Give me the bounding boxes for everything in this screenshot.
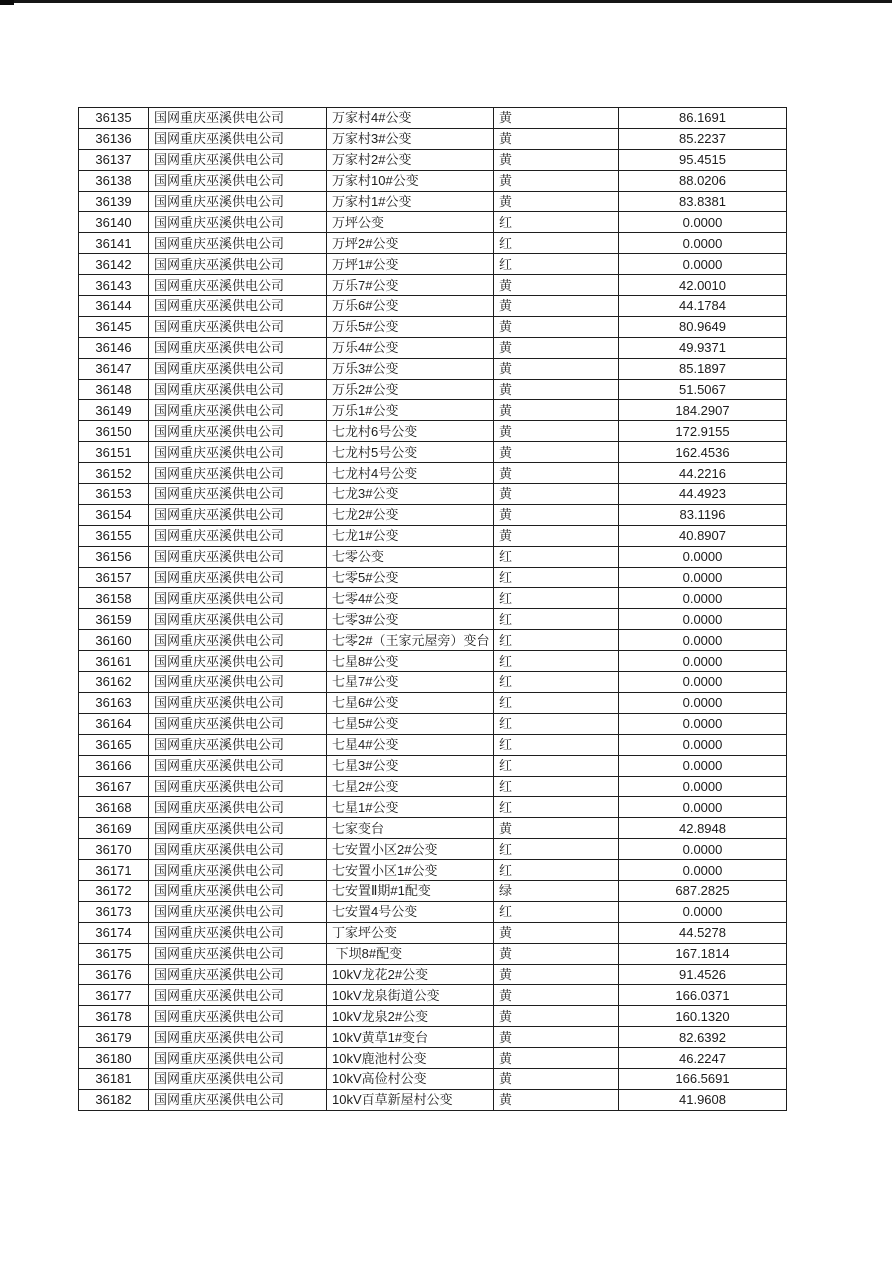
value-cell: 0.0000	[619, 755, 787, 776]
company-cell: 国网重庆巫溪供电公司	[149, 609, 327, 630]
status-color-cell: 黄	[494, 964, 619, 985]
row-id-cell: 36179	[79, 1027, 149, 1048]
row-id-cell: 36135	[79, 108, 149, 129]
company-cell: 国网重庆巫溪供电公司	[149, 1027, 327, 1048]
row-id-cell: 36173	[79, 901, 149, 922]
company-cell: 国网重庆巫溪供电公司	[149, 275, 327, 296]
transformer-name-cell: 七星5#公变	[327, 713, 494, 734]
table-row	[79, 191, 787, 212]
table-row	[79, 943, 787, 964]
value-cell: 0.0000	[619, 776, 787, 797]
transformer-name-cell: 七零3#公变	[327, 609, 494, 630]
value-cell: 166.5691	[619, 1068, 787, 1089]
table-row	[79, 630, 787, 651]
status-color-cell: 黄	[494, 379, 619, 400]
value-cell: 160.1320	[619, 1006, 787, 1027]
row-id-cell: 36165	[79, 734, 149, 755]
row-id-cell: 36172	[79, 880, 149, 901]
status-color-cell: 红	[494, 609, 619, 630]
status-color-cell: 红	[494, 901, 619, 922]
row-id-cell: 36176	[79, 964, 149, 985]
status-color-cell: 红	[494, 755, 619, 776]
row-id-cell: 36144	[79, 296, 149, 317]
status-color-cell: 黄	[494, 108, 619, 129]
row-id-cell: 36164	[79, 713, 149, 734]
table-row	[79, 128, 787, 149]
value-cell: 0.0000	[619, 588, 787, 609]
company-cell: 国网重庆巫溪供电公司	[149, 588, 327, 609]
transformer-name-cell: 七星4#公变	[327, 734, 494, 755]
transformer-name-cell: 七星3#公变	[327, 755, 494, 776]
company-cell: 国网重庆巫溪供电公司	[149, 149, 327, 170]
value-cell: 0.0000	[619, 567, 787, 588]
row-id-cell: 36161	[79, 651, 149, 672]
value-cell: 46.2247	[619, 1048, 787, 1069]
table-row	[79, 776, 787, 797]
table-row	[79, 316, 787, 337]
company-cell: 国网重庆巫溪供电公司	[149, 1068, 327, 1089]
table-row	[79, 212, 787, 233]
row-id-cell: 36137	[79, 149, 149, 170]
value-cell: 80.9649	[619, 316, 787, 337]
value-cell: 172.9155	[619, 421, 787, 442]
value-cell: 44.2216	[619, 463, 787, 484]
transformer-name-cell: 七安置Ⅱ期#1配变	[327, 880, 494, 901]
value-cell: 44.4923	[619, 484, 787, 505]
status-color-cell: 黄	[494, 484, 619, 505]
company-cell: 国网重庆巫溪供电公司	[149, 964, 327, 985]
company-cell: 国网重庆巫溪供电公司	[149, 504, 327, 525]
transformer-name-cell: 七安置4号公变	[327, 901, 494, 922]
status-color-cell: 黄	[494, 191, 619, 212]
row-id-cell: 36178	[79, 1006, 149, 1027]
value-cell: 83.8381	[619, 191, 787, 212]
row-id-cell: 36151	[79, 442, 149, 463]
row-id-cell: 36139	[79, 191, 149, 212]
company-cell: 国网重庆巫溪供电公司	[149, 484, 327, 505]
value-cell: 184.2907	[619, 400, 787, 421]
status-color-cell: 红	[494, 567, 619, 588]
status-color-cell: 绿	[494, 880, 619, 901]
row-id-cell: 36162	[79, 672, 149, 693]
company-cell: 国网重庆巫溪供电公司	[149, 567, 327, 588]
row-id-cell: 36138	[79, 170, 149, 191]
row-id-cell: 36177	[79, 985, 149, 1006]
status-color-cell: 黄	[494, 275, 619, 296]
transformer-name-cell: 10kV龙泉街道公变	[327, 985, 494, 1006]
value-cell: 0.0000	[619, 233, 787, 254]
value-cell: 0.0000	[619, 797, 787, 818]
status-color-cell: 黄	[494, 358, 619, 379]
transformer-name-cell: 万乐4#公变	[327, 337, 494, 358]
row-id-cell: 36146	[79, 337, 149, 358]
table-row	[79, 170, 787, 191]
row-id-cell: 36136	[79, 128, 149, 149]
transformer-name-cell: 七龙1#公变	[327, 525, 494, 546]
row-id-cell: 36159	[79, 609, 149, 630]
transformer-name-cell: 七龙3#公变	[327, 484, 494, 505]
transformer-name-cell: 万坪2#公变	[327, 233, 494, 254]
transformer-name-cell: 七龙2#公变	[327, 504, 494, 525]
company-cell: 国网重庆巫溪供电公司	[149, 672, 327, 693]
transformer-name-cell: 万家村1#公变	[327, 191, 494, 212]
status-color-cell: 黄	[494, 985, 619, 1006]
company-cell: 国网重庆巫溪供电公司	[149, 212, 327, 233]
status-color-cell: 红	[494, 692, 619, 713]
company-cell: 国网重庆巫溪供电公司	[149, 191, 327, 212]
company-cell: 国网重庆巫溪供电公司	[149, 254, 327, 275]
table-row	[79, 504, 787, 525]
status-color-cell: 红	[494, 734, 619, 755]
table-row	[79, 818, 787, 839]
row-id-cell: 36153	[79, 484, 149, 505]
table-row	[79, 275, 787, 296]
transformer-name-cell: 万乐6#公变	[327, 296, 494, 317]
row-id-cell: 36180	[79, 1048, 149, 1069]
row-id-cell: 36157	[79, 567, 149, 588]
row-id-cell: 36149	[79, 400, 149, 421]
row-id-cell: 36171	[79, 860, 149, 881]
transformer-name-cell: 七龙村4号公变	[327, 463, 494, 484]
value-cell: 0.0000	[619, 839, 787, 860]
status-color-cell: 红	[494, 839, 619, 860]
company-cell: 国网重庆巫溪供电公司	[149, 296, 327, 317]
table-row	[79, 1048, 787, 1069]
value-cell: 0.0000	[619, 546, 787, 567]
company-cell: 国网重庆巫溪供电公司	[149, 860, 327, 881]
row-id-cell: 36152	[79, 463, 149, 484]
status-color-cell: 黄	[494, 504, 619, 525]
transformer-name-cell: 七星8#公变	[327, 651, 494, 672]
transformer-data-table	[78, 107, 787, 1111]
transformer-name-cell: 万家村10#公变	[327, 170, 494, 191]
transformer-name-cell: 10kV黄草1#变台	[327, 1027, 494, 1048]
transformer-name-cell: 10kV高俭村公变	[327, 1068, 494, 1089]
row-id-cell: 36145	[79, 316, 149, 337]
company-cell: 国网重庆巫溪供电公司	[149, 1006, 327, 1027]
row-id-cell: 36167	[79, 776, 149, 797]
row-id-cell: 36155	[79, 525, 149, 546]
company-cell: 国网重庆巫溪供电公司	[149, 170, 327, 191]
value-cell: 0.0000	[619, 713, 787, 734]
status-color-cell: 黄	[494, 442, 619, 463]
row-id-cell: 36181	[79, 1068, 149, 1089]
table-row	[79, 609, 787, 630]
value-cell: 82.6392	[619, 1027, 787, 1048]
row-id-cell: 36140	[79, 212, 149, 233]
row-id-cell: 36166	[79, 755, 149, 776]
value-cell: 0.0000	[619, 901, 787, 922]
value-cell: 0.0000	[619, 212, 787, 233]
row-id-cell: 36143	[79, 275, 149, 296]
company-cell: 国网重庆巫溪供电公司	[149, 400, 327, 421]
value-cell: 0.0000	[619, 860, 787, 881]
transformer-name-cell: 万坪1#公变	[327, 254, 494, 275]
table-row	[79, 985, 787, 1006]
company-cell: 国网重庆巫溪供电公司	[149, 692, 327, 713]
table-row	[79, 922, 787, 943]
transformer-name-cell: 万乐7#公变	[327, 275, 494, 296]
status-color-cell: 黄	[494, 170, 619, 191]
row-id-cell: 36156	[79, 546, 149, 567]
company-cell: 国网重庆巫溪供电公司	[149, 818, 327, 839]
company-cell: 国网重庆巫溪供电公司	[149, 546, 327, 567]
transformer-name-cell: 万乐5#公变	[327, 316, 494, 337]
company-cell: 国网重庆巫溪供电公司	[149, 379, 327, 400]
status-color-cell: 黄	[494, 1027, 619, 1048]
value-cell: 85.2237	[619, 128, 787, 149]
table-row	[79, 525, 787, 546]
status-color-cell: 黄	[494, 337, 619, 358]
row-id-cell: 36154	[79, 504, 149, 525]
row-id-cell: 36142	[79, 254, 149, 275]
company-cell: 国网重庆巫溪供电公司	[149, 922, 327, 943]
status-color-cell: 黄	[494, 149, 619, 170]
table-row	[79, 421, 787, 442]
table-row	[79, 1006, 787, 1027]
table-row	[79, 839, 787, 860]
row-id-cell: 36174	[79, 922, 149, 943]
table-body	[79, 108, 787, 1111]
transformer-name-cell: 七零公变	[327, 546, 494, 567]
value-cell: 162.4536	[619, 442, 787, 463]
company-cell: 国网重庆巫溪供电公司	[149, 1089, 327, 1110]
value-cell: 0.0000	[619, 630, 787, 651]
table-row	[79, 734, 787, 755]
table-row	[79, 358, 787, 379]
company-cell: 国网重庆巫溪供电公司	[149, 1048, 327, 1069]
status-color-cell: 黄	[494, 525, 619, 546]
table-row	[79, 1027, 787, 1048]
transformer-name-cell: 下坝8#配变	[327, 943, 494, 964]
value-cell: 0.0000	[619, 672, 787, 693]
company-cell: 国网重庆巫溪供电公司	[149, 880, 327, 901]
company-cell: 国网重庆巫溪供电公司	[149, 421, 327, 442]
table-row	[79, 692, 787, 713]
transformer-name-cell: 七安置小区1#公变	[327, 860, 494, 881]
value-cell: 85.1897	[619, 358, 787, 379]
company-cell: 国网重庆巫溪供电公司	[149, 630, 327, 651]
company-cell: 国网重庆巫溪供电公司	[149, 463, 327, 484]
status-color-cell: 黄	[494, 316, 619, 337]
value-cell: 687.2825	[619, 880, 787, 901]
value-cell: 42.8948	[619, 818, 787, 839]
value-cell: 49.9371	[619, 337, 787, 358]
table-row	[79, 254, 787, 275]
value-cell: 0.0000	[619, 254, 787, 275]
transformer-name-cell: 10kV百草新屋村公变	[327, 1089, 494, 1110]
row-id-cell: 36160	[79, 630, 149, 651]
status-color-cell: 红	[494, 212, 619, 233]
page-top-border	[0, 0, 892, 3]
table-row	[79, 860, 787, 881]
row-id-cell: 36163	[79, 692, 149, 713]
status-color-cell: 黄	[494, 943, 619, 964]
value-cell: 0.0000	[619, 651, 787, 672]
value-cell: 41.9608	[619, 1089, 787, 1110]
transformer-name-cell: 七安置小区2#公变	[327, 839, 494, 860]
transformer-name-cell: 七星1#公变	[327, 797, 494, 818]
row-id-cell: 36168	[79, 797, 149, 818]
table-row	[79, 901, 787, 922]
status-color-cell: 红	[494, 630, 619, 651]
value-cell: 44.5278	[619, 922, 787, 943]
transformer-name-cell: 万家村4#公变	[327, 108, 494, 129]
row-id-cell: 36169	[79, 818, 149, 839]
value-cell: 42.0010	[619, 275, 787, 296]
row-id-cell: 36150	[79, 421, 149, 442]
transformer-name-cell: 万家村2#公变	[327, 149, 494, 170]
value-cell: 0.0000	[619, 609, 787, 630]
transformer-name-cell: 万坪公变	[327, 212, 494, 233]
value-cell: 51.5067	[619, 379, 787, 400]
table-row	[79, 755, 787, 776]
table-row	[79, 379, 787, 400]
table-row	[79, 233, 787, 254]
table-row	[79, 546, 787, 567]
company-cell: 国网重庆巫溪供电公司	[149, 776, 327, 797]
row-id-cell: 36141	[79, 233, 149, 254]
transformer-name-cell: 万家村3#公变	[327, 128, 494, 149]
transformer-name-cell: 七龙村6号公变	[327, 421, 494, 442]
status-color-cell: 黄	[494, 421, 619, 442]
table-row	[79, 149, 787, 170]
value-cell: 91.4526	[619, 964, 787, 985]
transformer-name-cell: 10kV龙泉2#公变	[327, 1006, 494, 1027]
row-id-cell: 36147	[79, 358, 149, 379]
status-color-cell: 红	[494, 588, 619, 609]
status-color-cell: 红	[494, 546, 619, 567]
table-row	[79, 797, 787, 818]
value-cell: 86.1691	[619, 108, 787, 129]
table-row	[79, 713, 787, 734]
table-row	[79, 588, 787, 609]
transformer-name-cell: 丁家坪公变	[327, 922, 494, 943]
company-cell: 国网重庆巫溪供电公司	[149, 442, 327, 463]
page-top-border-corner	[0, 0, 14, 5]
transformer-name-cell: 10kV龙花2#公变	[327, 964, 494, 985]
status-color-cell: 红	[494, 713, 619, 734]
company-cell: 国网重庆巫溪供电公司	[149, 651, 327, 672]
value-cell: 95.4515	[619, 149, 787, 170]
transformer-name-cell: 七零4#公变	[327, 588, 494, 609]
table-row	[79, 442, 787, 463]
company-cell: 国网重庆巫溪供电公司	[149, 713, 327, 734]
transformer-name-cell: 七零5#公变	[327, 567, 494, 588]
status-color-cell: 黄	[494, 922, 619, 943]
table-row	[79, 337, 787, 358]
status-color-cell: 红	[494, 860, 619, 881]
company-cell: 国网重庆巫溪供电公司	[149, 797, 327, 818]
company-cell: 国网重庆巫溪供电公司	[149, 839, 327, 860]
table-row	[79, 400, 787, 421]
company-cell: 国网重庆巫溪供电公司	[149, 233, 327, 254]
status-color-cell: 黄	[494, 1048, 619, 1069]
value-cell: 88.0206	[619, 170, 787, 191]
status-color-cell: 红	[494, 254, 619, 275]
row-id-cell: 36158	[79, 588, 149, 609]
company-cell: 国网重庆巫溪供电公司	[149, 985, 327, 1006]
company-cell: 国网重庆巫溪供电公司	[149, 337, 327, 358]
company-cell: 国网重庆巫溪供电公司	[149, 358, 327, 379]
status-color-cell: 黄	[494, 128, 619, 149]
table-row	[79, 1068, 787, 1089]
value-cell: 0.0000	[619, 734, 787, 755]
row-id-cell: 36170	[79, 839, 149, 860]
value-cell: 0.0000	[619, 692, 787, 713]
row-id-cell: 36175	[79, 943, 149, 964]
transformer-name-cell: 七龙村5号公变	[327, 442, 494, 463]
status-color-cell: 黄	[494, 1068, 619, 1089]
status-color-cell: 红	[494, 672, 619, 693]
table-row	[79, 964, 787, 985]
status-color-cell: 红	[494, 797, 619, 818]
company-cell: 国网重庆巫溪供电公司	[149, 734, 327, 755]
company-cell: 国网重庆巫溪供电公司	[149, 525, 327, 546]
value-cell: 167.1814	[619, 943, 787, 964]
table-row	[79, 1089, 787, 1110]
table-row	[79, 484, 787, 505]
transformer-name-cell: 万乐1#公变	[327, 400, 494, 421]
row-id-cell: 36148	[79, 379, 149, 400]
transformer-name-cell: 七星2#公变	[327, 776, 494, 797]
company-cell: 国网重庆巫溪供电公司	[149, 108, 327, 129]
transformer-name-cell: 七家变台	[327, 818, 494, 839]
status-color-cell: 黄	[494, 1006, 619, 1027]
table-row	[79, 463, 787, 484]
transformer-name-cell: 七零2#（王家元屋旁）变台	[327, 630, 494, 651]
table-row	[79, 108, 787, 129]
value-cell: 44.1784	[619, 296, 787, 317]
table-row	[79, 296, 787, 317]
company-cell: 国网重庆巫溪供电公司	[149, 316, 327, 337]
status-color-cell: 黄	[494, 400, 619, 421]
table-row	[79, 651, 787, 672]
transformer-name-cell: 万乐3#公变	[327, 358, 494, 379]
company-cell: 国网重庆巫溪供电公司	[149, 943, 327, 964]
status-color-cell: 红	[494, 651, 619, 672]
row-id-cell: 36182	[79, 1089, 149, 1110]
status-color-cell: 红	[494, 776, 619, 797]
status-color-cell: 黄	[494, 818, 619, 839]
status-color-cell: 红	[494, 233, 619, 254]
table-row	[79, 567, 787, 588]
status-color-cell: 黄	[494, 463, 619, 484]
transformer-name-cell: 万乐2#公变	[327, 379, 494, 400]
company-cell: 国网重庆巫溪供电公司	[149, 128, 327, 149]
transformer-name-cell: 七星7#公变	[327, 672, 494, 693]
company-cell: 国网重庆巫溪供电公司	[149, 755, 327, 776]
status-color-cell: 黄	[494, 296, 619, 317]
company-cell: 国网重庆巫溪供电公司	[149, 901, 327, 922]
value-cell: 40.8907	[619, 525, 787, 546]
transformer-name-cell: 七星6#公变	[327, 692, 494, 713]
value-cell: 166.0371	[619, 985, 787, 1006]
status-color-cell: 黄	[494, 1089, 619, 1110]
value-cell: 83.1196	[619, 504, 787, 525]
table-row	[79, 880, 787, 901]
transformer-name-cell: 10kV鹿池村公变	[327, 1048, 494, 1069]
table-row	[79, 672, 787, 693]
